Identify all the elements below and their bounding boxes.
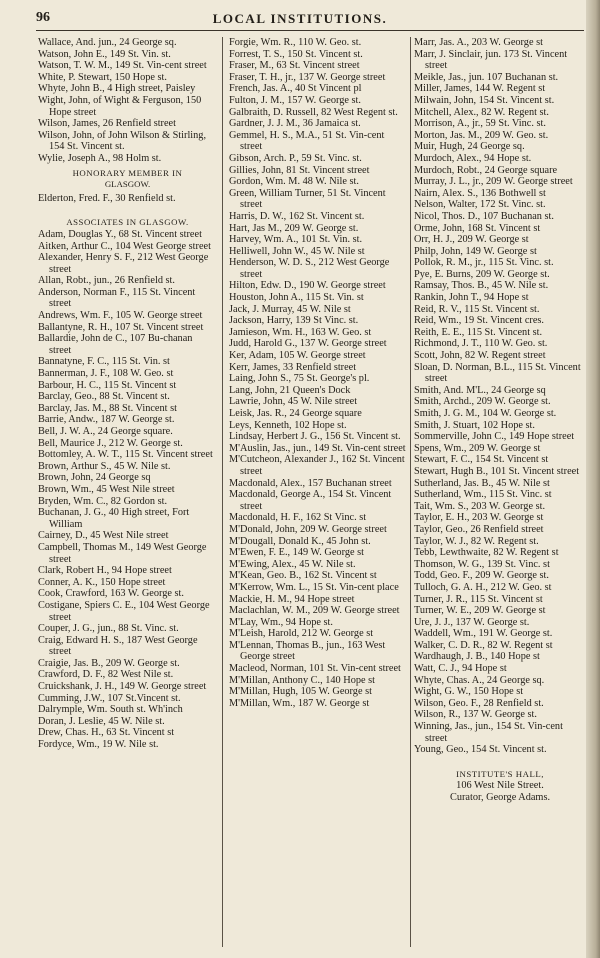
directory-entry: Young, Geo., 154 St. Vincent st.: [414, 744, 547, 756]
directory-entry: Ure, J. J., 137 W. George st.: [414, 616, 530, 628]
directory-entry: Judd, Harold G., 137 W. George street: [229, 338, 387, 350]
directory-entry: Elderton, Fred. F., 30 Renfield st.: [38, 192, 176, 204]
directory-entry: Taylor, W. J., 82 W. Regent st.: [414, 535, 539, 547]
directory-entry: Waddell, Wm., 191 W. George st.: [414, 628, 553, 640]
section-heading: INSTITUTE'S HALL,: [456, 768, 544, 779]
column-2: [229, 37, 408, 949]
directory-entry: Harris, D. W., 162 St. Vincent st.: [229, 210, 365, 222]
directory-entry: Mitchell, Alex., 82 W. Regent st.: [414, 106, 549, 118]
directory-entry: Barclay, Geo., 88 St. Vincent st.: [38, 391, 170, 403]
directory-entry: Fulton, J. M., 157 W. George st.: [229, 94, 361, 106]
directory-entry: Bryden, Wm. C., 82 Gordon st.: [38, 495, 168, 507]
directory-entry: Richmond, J. T., 110 W. Geo. st.: [414, 338, 548, 350]
directory-entry: Turner, W. E., 209 W. George st: [414, 605, 546, 617]
section-heading: HONORARY MEMBER IN: [72, 167, 183, 178]
directory-entry: Nelson, Walter, 172 St. Vinc. st.: [414, 199, 546, 211]
directory-entry: Spens, Wm., 209 W. George st: [414, 442, 541, 454]
column-divider: [222, 37, 223, 947]
directory-entry: M'Ewen, F. E., 149 W. George st: [229, 547, 364, 559]
directory-entry: Bell, J. W. A., 24 George square.: [38, 426, 173, 437]
directory-entry: Smith, Archd., 209 W. George st.: [414, 396, 551, 408]
directory-entry: Wallace, And. jun., 24 George sq.: [38, 37, 177, 48]
directory-entry: Mackie, H. M., 94 Hope street: [229, 593, 355, 605]
section-gap: [414, 756, 586, 766]
directory-entry: Thomson, W. G., 139 St. Vinc. st: [414, 558, 550, 570]
directory-entry: Bannerman, J. F., 108 W. Geo. st: [38, 368, 174, 380]
directory-entry: Smith, J. G. M., 104 W. George st.: [414, 408, 557, 419]
directory-entry: Jamieson, Wm. H., 163 W. Geo. st: [229, 326, 372, 338]
directory-entry: Reith, E. E., 115 St. Vincent st.: [414, 326, 543, 338]
directory-entry: Barbour, H. C., 115 St. Vincent st: [38, 379, 177, 391]
section-heading: GLASGOW.: [104, 179, 151, 190]
directory-entry: Bell, Maurice J., 212 W. George st.: [38, 437, 183, 449]
directory-entry: Brown, John, 24 George sq: [38, 472, 151, 484]
running-head: LOCAL INSTITUTIONS.: [212, 11, 388, 26]
directory-entry: M'Dougall, Donald K., 45 John st.: [229, 535, 371, 547]
section-heading: ASSOCIATES IN GLASGOW.: [66, 217, 189, 228]
directory-entry: Doran, J. Leslie, 45 W. Nile st.: [38, 715, 165, 727]
directory-entry: Stewart, Hugh B., 101 St. Vincent street: [414, 465, 580, 477]
directory-entry: Gibson, Arch. P., 59 St. Vinc. st.: [229, 152, 362, 164]
directory-entry: Anderson, Norman F., 115 St. Vincent street: [38, 286, 196, 310]
directory-entry: Whyte, John B., 4 High street, Paisley: [38, 83, 196, 95]
directory-entry: Walker, C. D. R., 82 W. Regent st: [414, 639, 553, 651]
directory-entry: Macleod, Norman, 101 St. Vin-cent street: [229, 663, 401, 675]
directory-entry: Morrison, A., jr., 59 St. Vinc. st.: [414, 118, 546, 130]
directory-entry: Reid, R. V., 115 St. Vincent st.: [414, 303, 540, 315]
directory-entry: Murdoch, Alex., 94 Hope st.: [414, 152, 532, 164]
directory-entry: Ballantyne, R. H., 107 St. Vincent street: [38, 321, 204, 333]
directory-entry: Barclay, Jas. M., 88 St. Vincent st: [38, 402, 177, 414]
directory-entry: M'Ewing, Alex., 45 W. Nile st.: [229, 558, 356, 570]
directory-entry: Craig, Edward H. S., 187 West George street: [38, 634, 198, 658]
directory-entry: M'Donald, John, 209 W. George street: [229, 523, 387, 535]
directory-entry: Orme, John, 168 St. Vincent st: [414, 222, 541, 234]
column-3: [414, 37, 586, 949]
directory-entry: Orr, H. J., 209 W. George st: [414, 234, 529, 246]
directory-entry: Ballardie, John de C., 107 Bu-chanan street: [38, 333, 193, 356]
directory-entry: Dalrymple, Wm. South st. Wh'inch: [38, 704, 183, 716]
directory-entry: Sutherland, Wm., 115 St. Vinc. st: [414, 489, 552, 501]
directory-entry: Couper, J. G., jun., 88 St. Vinc. st.: [38, 623, 179, 635]
directory-entry: Brown, Wm., 45 West Nile street: [38, 483, 175, 495]
directory-entry: Stewart, F. C., 154 St. Vincent st: [414, 454, 549, 466]
directory-entry: Reid, Wm., 19 St. Vincent cres.: [414, 315, 544, 327]
directory-entry: Lawrie, John, 45 W. Nile street: [229, 396, 358, 408]
directory-entry: Hart, Jas M., 209 W. George st.: [229, 222, 359, 234]
directory-entry: Macdonald, George A., 154 St. Vincent street: [229, 489, 392, 512]
directory-entry: Sloan, D. Norman, B.L., 115 St. Vincent street: [414, 361, 581, 385]
directory-entry: Galbraith, D. Russell, 82 West Regent st.: [229, 106, 398, 118]
directory-entry: Rankin, John T., 94 Hope st: [414, 292, 529, 304]
directory-entry: Taylor, Geo., 26 Renfield street: [414, 523, 544, 535]
directory-entry: Jack, J. Murray, 45 W. Nile st: [229, 303, 351, 315]
directory-entry: Craigie, Jas. B., 209 W. George st.: [38, 657, 180, 669]
directory-entry: Ker, Adam, 105 W. George street: [229, 350, 366, 362]
directory-entry: Fraser, T. H., jr., 137 W. George street: [229, 71, 386, 83]
directory-entry: Cook, Crawford, 163 W. George st.: [38, 588, 184, 600]
directory-entry: Gemmel, H. S., M.A., 51 St. Vin-cent street: [229, 129, 385, 153]
directory-entry: Turner, J. R., 115 St. Vincent st: [414, 593, 543, 605]
directory-entry: Lindsay, Herbert J. G., 156 St. Vincent st.: [229, 431, 401, 443]
page-gutter-edge: [586, 0, 600, 958]
directory-entry: Ramsay, Thos. B., 45 W. Nile st.: [414, 280, 549, 292]
directory-entry: Nairn, Alex. S., 136 Bothwell st: [414, 187, 546, 199]
directory-entry: Macdonald, Alex., 157 Buchanan street: [229, 477, 392, 489]
directory-entry: Campbell, Thomas M., 149 West George street: [38, 541, 207, 565]
directory-entry: Scott, John, 82 W. Regent street: [414, 350, 546, 362]
directory-entry: Murray, J. L., jr., 209 W. George street: [414, 176, 573, 188]
directory-entry: Marr, Jas. A., 203 W. George st: [414, 37, 543, 48]
directory-entry: Sommerville, John C., 149 Hope street: [414, 431, 575, 443]
directory-entry: Winning, Jas., jun., 154 St. Vin-cent street: [414, 721, 563, 744]
directory-entry: Tebb, Lewthwaite, 82 W. Regent st: [414, 547, 559, 559]
directory-entry: Andrews, Wm. F., 105 W. George street: [38, 310, 203, 322]
directory-entry: Brown, Arthur S., 45 W. Nile st.: [38, 460, 171, 472]
hall-info: 106 West Nile Street.: [456, 780, 544, 792]
directory-entry: Wight, John, of Wight & Ferguson, 150 Hope street: [38, 94, 202, 118]
directory-entry: Maclachlan, W. M., 209 W. George street: [229, 605, 400, 617]
hall-info: Curator, George Adams.: [449, 792, 551, 803]
directory-entry: Alexander, Henry S. F., 212 West George street: [38, 252, 209, 275]
directory-entry: Drew, Chas. H., 63 St. Vincent st: [38, 727, 175, 739]
directory-entry: Harvey, Wm. A., 101 St. Vin. st.: [229, 234, 363, 246]
directory-entry: Green, William Turner, 51 St. Vincent street: [229, 187, 386, 211]
header-rule: [36, 30, 584, 31]
section-gap: [38, 204, 217, 214]
directory-entry: Leys, Kenneth, 102 Hope st.: [229, 419, 347, 431]
directory-entry: Helliwell, John W., 45 W. Nile st: [229, 245, 365, 257]
directory-entry: Pye, E. Burns, 209 W. George st.: [414, 268, 550, 280]
directory-entry: Aitken, Arthur C., 104 West George street: [38, 240, 211, 252]
directory-entry: Sutherland, Jas. B., 45 W. Nile st: [414, 477, 550, 489]
directory-entry: Wardhaugh, J. B., 140 Hope st: [414, 651, 540, 663]
directory-entry: M'Lennan, Thomas B., jun., 163 West George street: [229, 639, 386, 663]
directory-entry: Wilson, James, 26 Renfield street: [38, 118, 176, 130]
directory-entry: M'Cutcheon, Alexander J., 162 St. Vincent street: [229, 454, 405, 477]
directory-entry: Cumming, J.W., 107 St.Vincent st.: [38, 692, 181, 704]
directory-entry: M'Millan, Hugh, 105 W. George st: [229, 686, 372, 698]
directory-entry: Miller, James, 144 W. Regent st: [414, 83, 546, 95]
directory-entry: Forgie, Wm. R., 110 W. Geo. st.: [229, 37, 362, 48]
directory-entry: M'Leish, Harold, 212 W. George st: [229, 628, 374, 640]
directory-entry: Nicol, Thos. D., 107 Buchanan st.: [414, 210, 554, 222]
directory-entry: Conner, A. K., 150 Hope street: [38, 576, 166, 588]
directory-entry: Allan, Robt., jun., 26 Renfield st.: [38, 275, 175, 287]
directory-entry: Pollok, R. M., jr., 115 St. Vinc. st.: [414, 257, 554, 269]
directory-entry: Philp, John, 149 W. George st: [414, 245, 537, 257]
column-1: [38, 37, 217, 949]
directory-entry: Gardner, J. J. M., 36 Jamaica st.: [229, 118, 361, 130]
directory-entry: Leisk, Jas. R., 24 George square: [229, 408, 362, 419]
directory-entry: Watt, C. J., 94 Hope st: [414, 663, 507, 675]
directory-entry: Crawford, D. F., 82 West Nile st.: [38, 669, 174, 681]
directory-entry: French, Jas. A., 40 St Vincent pl: [229, 83, 362, 95]
directory-entry: Gillies, John, 81 St. Vincent street: [229, 164, 370, 176]
directory-entry: Jackson, Harry, 139 St Vinc. st.: [229, 315, 359, 327]
directory-entry: Gordon, Wm. M. 48 W. Nile st.: [229, 176, 359, 188]
directory-entry: Hilton, Edw. D., 190 W. George street: [229, 280, 386, 292]
directory-entry: Adam, Douglas Y., 68 St. Vincent street: [38, 228, 202, 240]
directory-entry: Marr, J. Sinclair, jun. 173 St. Vincent street: [414, 48, 568, 72]
directory-entry: Henderson, W. D. S., 212 West George street: [229, 257, 390, 280]
directory-entry: M'Lay, Wm., 94 Hope st.: [229, 616, 333, 628]
directory-entry: Wilson, John, of John Wilson & Stirling, 154 St. Vincent st.: [38, 129, 207, 153]
directory-entry: Cruickshank, J. H., 149 W. George street: [38, 681, 207, 693]
directory-entry: M'Auslin, Jas., jun., 149 St. Vin-cent street: [229, 442, 406, 454]
directory-entry: Watson, John E., 149 St. Vin. st.: [38, 48, 171, 60]
column-divider: [410, 37, 411, 947]
directory-entry: Smith, J. Stuart, 102 Hope st.: [414, 419, 535, 431]
directory-entry: Watson, T. W. M., 149 St. Vin-cent street: [38, 60, 207, 72]
directory-entry: M'Kean, Geo. B., 162 St. Vincent st: [229, 570, 377, 582]
directory-entry: Lang, John, 21 Queen's Dock: [229, 384, 351, 396]
directory-entry: Milwain, John, 154 St. Vincent st.: [414, 94, 555, 106]
directory-entry: M'Kerrow, Wm. L., 15 St. Vin-cent place: [229, 581, 399, 593]
directory-entry: Wilson, R., 137 W. George st.: [414, 709, 537, 721]
directory-entry: Smith, And. M'L., 24 George sq: [414, 384, 546, 396]
directory-entry: Todd, Geo. F., 209 W. George st.: [414, 570, 549, 582]
directory-entry: Wylie, Joseph A., 98 Holm st.: [38, 152, 162, 164]
directory-entry: Tulloch, G. A. H., 212 W. Geo. st: [414, 581, 552, 593]
directory-entry: Wilson, Geo. F., 28 Renfield st.: [414, 697, 544, 709]
directory-entry: Clark, Robert H., 94 Hope street: [38, 565, 172, 577]
directory-entry: M'Millan, Wm., 187 W. George st: [229, 697, 370, 709]
directory-entry: Bannatyne, F. C., 115 St. Vin. st: [38, 356, 170, 368]
directory-entry: Kerr, James, 33 Renfield street: [229, 361, 357, 373]
directory-entry: Taylor, E. H., 203 W. George st: [414, 512, 544, 524]
directory-entry: M'Millan, Anthony C., 140 Hope st: [229, 674, 376, 686]
directory-entry: Cairney, D., 45 West Nile street: [38, 530, 169, 542]
page-number: 96: [36, 10, 50, 25]
directory-entry: White, P. Stewart, 150 Hope st.: [38, 71, 167, 83]
directory-entry: Tait, Wm. S., 203 W. George st.: [414, 500, 546, 512]
directory-entry: Morton, Jas. M., 209 W. Geo. st.: [414, 129, 549, 141]
directory-entry: Meikle, Jas., jun. 107 Buchanan st.: [414, 71, 559, 83]
directory-entry: Wight, G. W., 150 Hope st: [414, 686, 524, 698]
directory-entry: Forrest, T. S., 150 St. Vincent st.: [229, 48, 363, 60]
directory-entry: Bottomley, A. W. T., 115 St. Vincent street: [38, 449, 213, 461]
directory-entry: Muir, Hugh, 24 George sq.: [414, 141, 525, 153]
directory-entry: Buchanan, J. G., 40 High street, Fort William: [38, 507, 190, 530]
directory-entry: Barrie, Andw., 187 W. George st.: [38, 414, 175, 426]
directory-entry: Costigane, Spiers C. E., 104 West George street: [38, 599, 210, 623]
directory-entry: Houston, John A., 115 St. Vin. st: [229, 292, 364, 304]
directory-entry: Murdoch, Robt., 24 George square: [414, 164, 558, 176]
directory-entry: Macdonald, H. F., 162 St Vinc. st: [229, 512, 367, 524]
directory-entry: Fraser, M., 63 St. Vincent street: [229, 60, 360, 72]
directory-entry: Laing, John S., 75 St. George's pl.: [229, 373, 370, 385]
directory-entry: Fordyce, Wm., 19 W. Nile st.: [38, 739, 159, 751]
directory-entry: Whyte, Chas. A., 24 George sq.: [414, 674, 545, 686]
